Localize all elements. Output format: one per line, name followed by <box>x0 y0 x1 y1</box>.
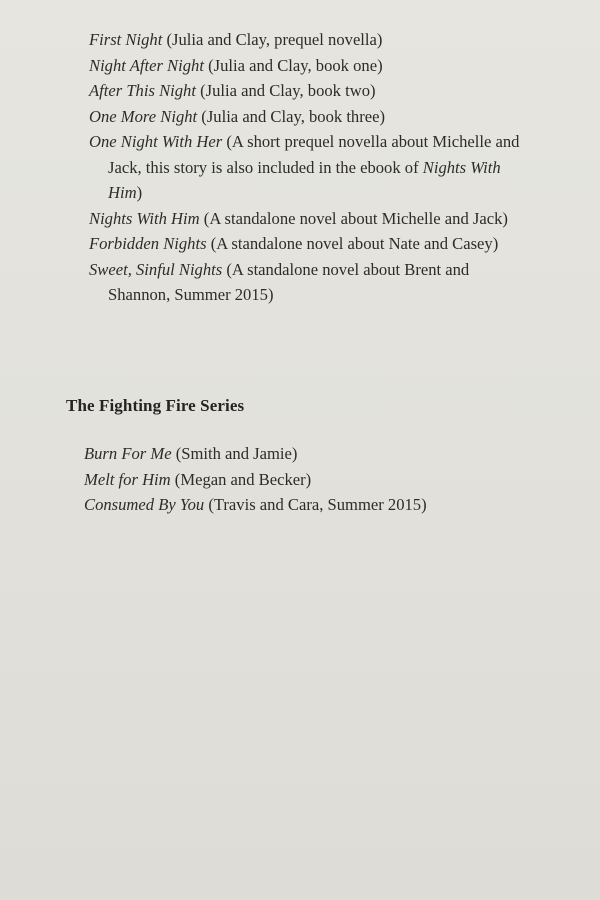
book-title: One More Night <box>89 106 198 126</box>
book-description: (A standalone novel about Brent and Shannon, Summer 2015) <box>108 259 470 304</box>
book-entry <box>89 78 529 104</box>
book-entry <box>89 231 529 257</box>
series-two-book-list <box>84 441 524 518</box>
series-one-book-list <box>89 27 529 308</box>
book-description: (A short prequel novella about Michelle and Jack, this story is also included in the ebook of <box>108 132 520 177</box>
book-description: (Smith and Jamie) <box>171 444 298 463</box>
book-description: (A standalone novel about Nate and Casey) <box>206 234 499 253</box>
book-description-end: ) <box>136 183 143 202</box>
book-title: Melt for Him <box>84 469 171 489</box>
book-title: After This Night <box>89 81 196 100</box>
book-title: Forbidden Nights <box>89 234 207 253</box>
book-title: Night After Night <box>89 55 204 75</box>
book-title: Nights With Him <box>89 208 200 228</box>
book-description: (Megan and Becker) <box>170 469 312 489</box>
book-title: Burn For Me <box>84 444 172 463</box>
book-description: (Julia and Clay, book one) <box>203 55 383 75</box>
book-entry <box>84 441 524 467</box>
book-description: (Julia and Clay, book two) <box>195 81 376 100</box>
book-entry <box>84 467 524 493</box>
book-entry <box>89 53 529 79</box>
book-description: (A standalone novel about Michelle and Jack) <box>199 208 508 228</box>
book-title: One Night With Her <box>89 132 223 151</box>
book-entry <box>89 27 529 53</box>
book-title-reference: Nights With Him <box>108 157 501 202</box>
book-entry <box>89 257 529 308</box>
book-description: (Julia and Clay, prequel novella) <box>162 30 383 49</box>
series-heading: The Fighting Fire Series <box>66 396 245 415</box>
book-entry <box>84 492 524 518</box>
book-description: (Travis and Cara, Summer 2015) <box>204 495 427 514</box>
book-description: (Julia and Clay, book three) <box>197 106 386 126</box>
book-title: First Night <box>89 30 163 49</box>
book-title: Sweet, Sinful Nights <box>89 259 223 279</box>
book-entry <box>89 104 529 130</box>
book-entry <box>89 129 529 206</box>
book-entry <box>89 206 529 232</box>
book-title: Consumed By You <box>84 495 205 514</box>
